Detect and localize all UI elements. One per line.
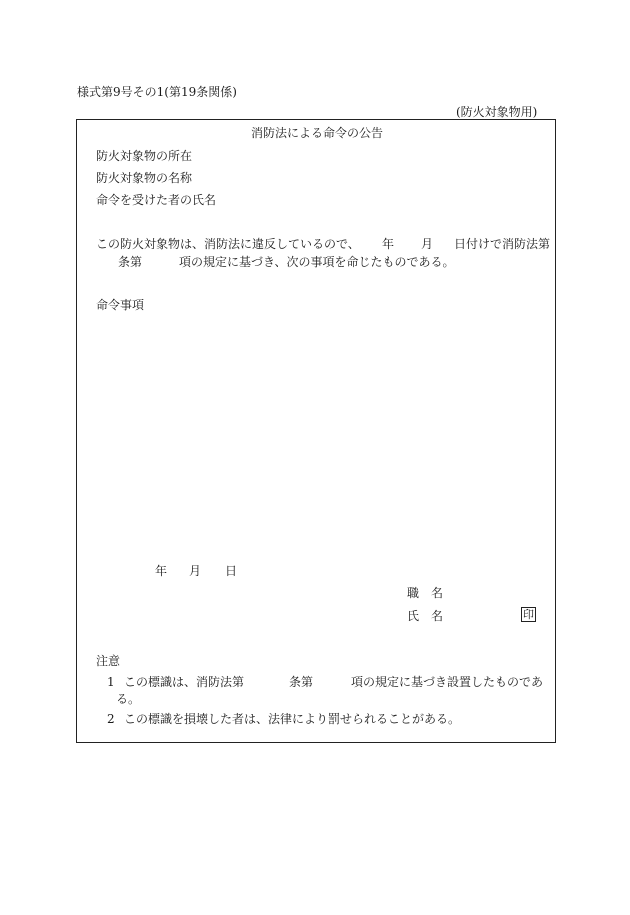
statement-intro: この防火対象物は、消防法に違反しているので、 <box>96 237 360 251</box>
field-name-label: 防火対象物の名称 <box>96 171 193 185</box>
statement-line2: 項の規定に基づき、次の事項を命じたものである。 <box>179 255 455 269</box>
field-recipient-label: 命令を受けた者の氏名 <box>96 193 217 207</box>
signature-name-label: 氏 名 <box>407 609 444 623</box>
seal-mark: 印 <box>523 608 534 621</box>
field-location-label: 防火対象物の所在 <box>96 149 193 163</box>
date-month: 月 <box>189 564 202 578</box>
notice-frame <box>76 119 556 743</box>
note2-number: 2 <box>107 712 115 726</box>
form-number-label: 様式第9号その1(第19条関係) <box>77 85 237 99</box>
notice-title: 消防法による命令の公告 <box>251 126 384 140</box>
note1-article: 条第 <box>289 675 314 689</box>
order-items-label: 命令事項 <box>96 298 145 312</box>
statement-month: 月 <box>421 237 434 251</box>
signature-title-label: 職 名 <box>407 586 444 600</box>
statement-year: 年 <box>382 237 395 251</box>
note1-text-end: 項の規定に基づき設置したものであ <box>351 675 544 689</box>
statement-article: 条第 <box>118 255 143 269</box>
note2-text: この標識を損壊した者は、法律により罰せられることがある。 <box>124 712 461 726</box>
note1-text-start: この標識は、消防法第 <box>124 675 245 689</box>
statement-line1-end: 日付けで消防法第 <box>454 237 551 251</box>
notes-heading: 注意 <box>96 654 121 668</box>
date-day: 日 <box>225 564 238 578</box>
note1-number: 1 <box>107 675 115 689</box>
date-year: 年 <box>155 564 168 578</box>
note1-continuation: る。 <box>116 692 141 706</box>
usage-label: (防火対象物用) <box>456 105 538 119</box>
